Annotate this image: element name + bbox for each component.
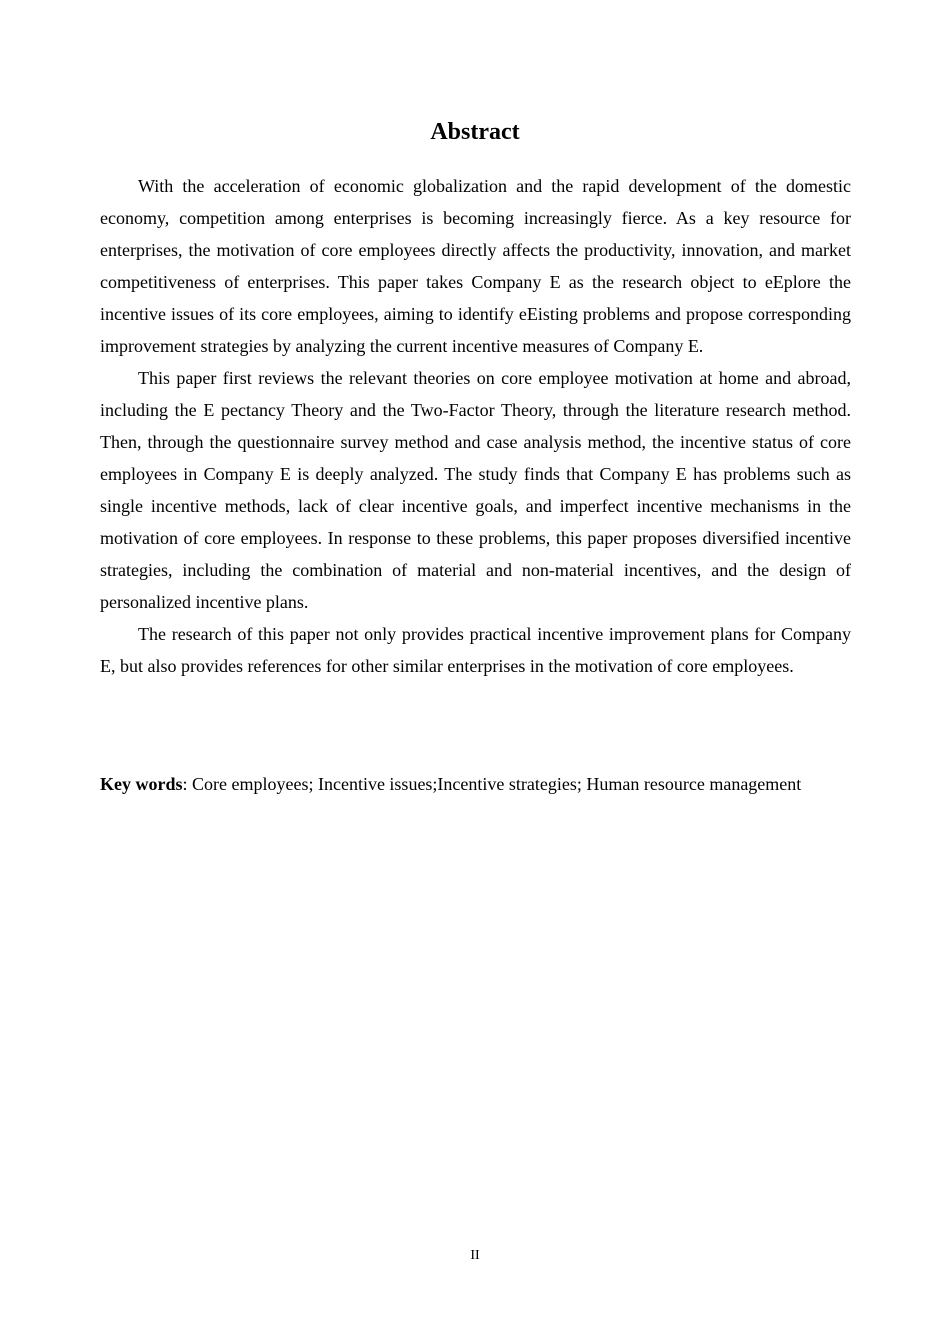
abstract-body <box>100 170 851 682</box>
abstract-paragraph-2: This paper first reviews the relevant theories on core employee motivation at home and abroad, including the E pectancy Theory and the Two-Factor Theory, through the literature research method. Then, through the questionnaire survey method and case analysis method, the incentive status of core employees in Company E is deeply analyzed. The study finds that Company E has problems such as single incentive methods, lack of clear incentive goals, and imperfect incentive mechanisms in the motivation of core employees. In response to these problems, this paper proposes diversified incentive strategies, including the combination of material and non-material incentives, and the design of personalized incentive plans. <box>100 368 851 612</box>
keywords-label: Key words <box>100 774 183 794</box>
abstract-paragraph-1: With the acceleration of economic globalization and the rapid development of the domestic economy, competition among enterprises is becoming increasingly fierce. As a key resource for enterprises, the motivation of core employees directly affects the productivity, innovation, and market competitiveness of enterprises. This paper takes Company E as the research object to eEplore the incentive issues of its core employees, aiming to identify eEisting problems and propose corresponding improvement strategies by analyzing the current incentive measures of Company E. <box>100 176 851 356</box>
keywords-line <box>100 768 860 800</box>
keywords-list: : Core employees; Incentive issues;Incentive strategies; Human resource management <box>182 774 802 794</box>
abstract-title: Abstract <box>430 119 520 145</box>
page-number: II <box>470 1248 480 1263</box>
abstract-paragraph-3: The research of this paper not only provides practical incentive improvement plans for Company E, but also provides references for other similar enterprises in the motivation of core employees. <box>100 624 851 676</box>
